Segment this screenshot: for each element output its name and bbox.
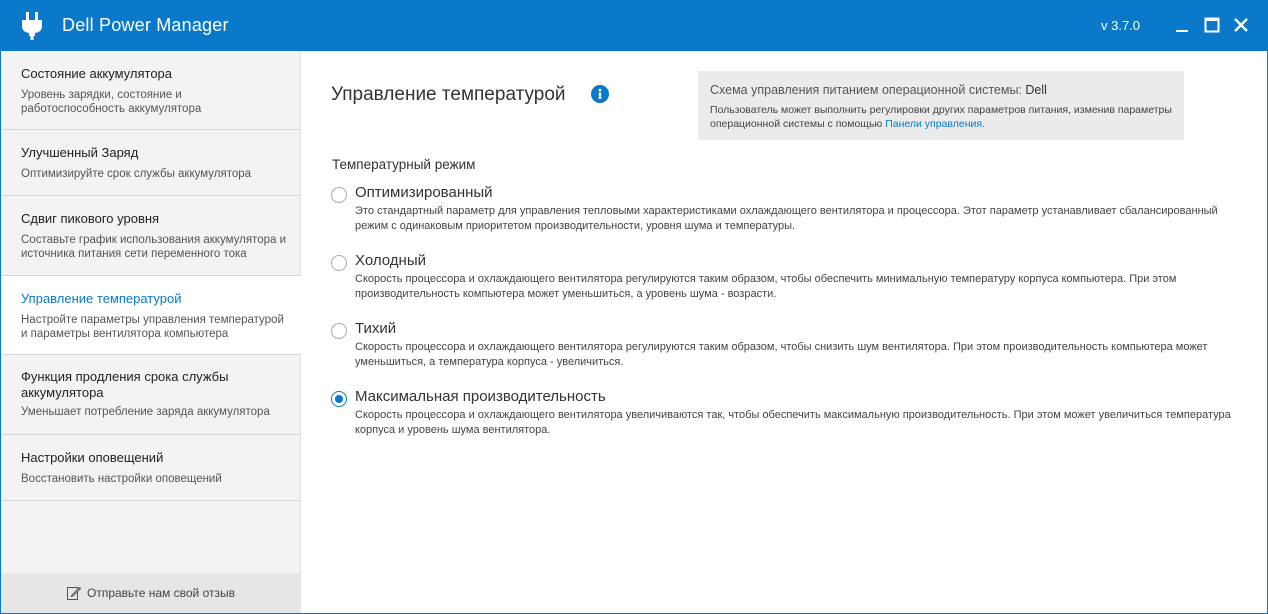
sidebar-item-battery-extender[interactable] [1, 355, 301, 435]
app-title: Dell Power Manager [62, 15, 229, 35]
sidebar-item-battery-status[interactable] [1, 51, 301, 130]
close-icon[interactable] [1229, 13, 1253, 37]
option-desc: Это стандартный параметр для управления тепловыми характеристиками охлаждающего вентилятора и процессора. Этот параметр устанавливает сбалансированный режим с одинаковым приоритетом производительности, уровня шума и температуры. [355, 205, 1218, 232]
infobox-body: Пользователь может выполнить регулировки других параметров питания, изменив параметры операционной системы с помощью [710, 104, 1172, 130]
option-title[interactable]: Холодный [355, 252, 426, 269]
option-title[interactable]: Оптимизированный [355, 184, 493, 201]
power-plug-icon [20, 12, 44, 40]
sidebar-item-desc: Оптимизируйте срок службы аккумулятора [21, 168, 252, 180]
radio-ultra-performance[interactable] [331, 391, 347, 407]
sidebar-item-advanced-charge[interactable] [1, 130, 301, 196]
sidebar-item-title: Функция продления срока службы аккумулятора [21, 369, 229, 400]
edit-icon [67, 585, 81, 600]
sidebar-item-desc: Составьте график использования аккумулятора и источника питания сети переменного тока [21, 234, 286, 260]
radio-cool[interactable] [331, 255, 347, 271]
sidebar-item-thermal-management[interactable] [1, 276, 301, 355]
option-desc: Скорость процессора и охлаждающего вентилятора увеличиваются так, чтобы обеспечить максимальную производительность. При этом может увеличиться температура корпуса и уровень шума вентилятора. [355, 409, 1231, 436]
app-version: v 3.7.0 [1101, 18, 1141, 33]
maximize-icon[interactable] [1200, 13, 1224, 37]
thermal-mode-label: Температурный режим [332, 157, 476, 172]
sidebar-item-title: Улучшенный Заряд [21, 145, 139, 160]
power-scheme-name: Dell [1025, 83, 1047, 97]
feedback-label: Отправьте нам свой отзыв [87, 586, 235, 600]
sidebar-item-desc: Уменьшает потребление заряда аккумулятора [21, 406, 270, 418]
feedback-button[interactable] [1, 573, 301, 613]
option-title[interactable]: Максимальная производительность [355, 388, 606, 405]
power-scheme-infobox [698, 71, 1184, 140]
control-panel-link[interactable]: Панели управления [885, 118, 983, 130]
sidebar-item-peak-shift[interactable] [1, 196, 301, 276]
page-title: Управление температурой [331, 84, 566, 105]
infobox-title-prefix: Схема управления питанием операционной системы: [710, 83, 1022, 97]
minimize-icon[interactable] [1170, 13, 1194, 37]
option-desc: Скорость процессора и охлаждающего вентилятора регулируются таким образом, чтобы обеспечить минимальную температуру корпуса компьютера. При этом производительность компьютера может уменьшиться, а уровень шума - возрасти. [355, 273, 1177, 300]
sidebar-nav [1, 51, 301, 613]
title-bar [0, 0, 1268, 51]
info-icon[interactable] [591, 85, 609, 103]
infobox-suffix: . [982, 118, 985, 130]
sidebar-item-title: Сдвиг пикового уровня [21, 211, 160, 226]
infobox-text [710, 103, 1172, 131]
sidebar-item-title: Настройки оповещений [21, 450, 164, 465]
sidebar-item-title: Состояние аккумулятора [21, 66, 173, 81]
sidebar-item-alert-settings[interactable] [1, 435, 301, 501]
sidebar-item-desc: Восстановить настройки оповещений [21, 473, 222, 485]
sidebar-item-title: Управление температурой [21, 291, 182, 306]
radio-optimized[interactable] [331, 187, 347, 203]
sidebar-item-desc: Уровень зарядки, состояние и работоспособность аккумулятора [21, 89, 202, 115]
infobox-title [710, 83, 1172, 97]
sidebar-item-desc: Настройте параметры управления температурой и параметры вентилятора компьютера [21, 314, 284, 340]
radio-quiet[interactable] [331, 323, 347, 339]
option-desc: Скорость процессора и охлаждающего вентилятора регулируются таким образом, чтобы снизить шум вентилятора. При этом производительность компьютера может уменьшиться, а температура корпуса - увеличиться. [355, 341, 1208, 368]
option-title[interactable]: Тихий [355, 320, 397, 337]
